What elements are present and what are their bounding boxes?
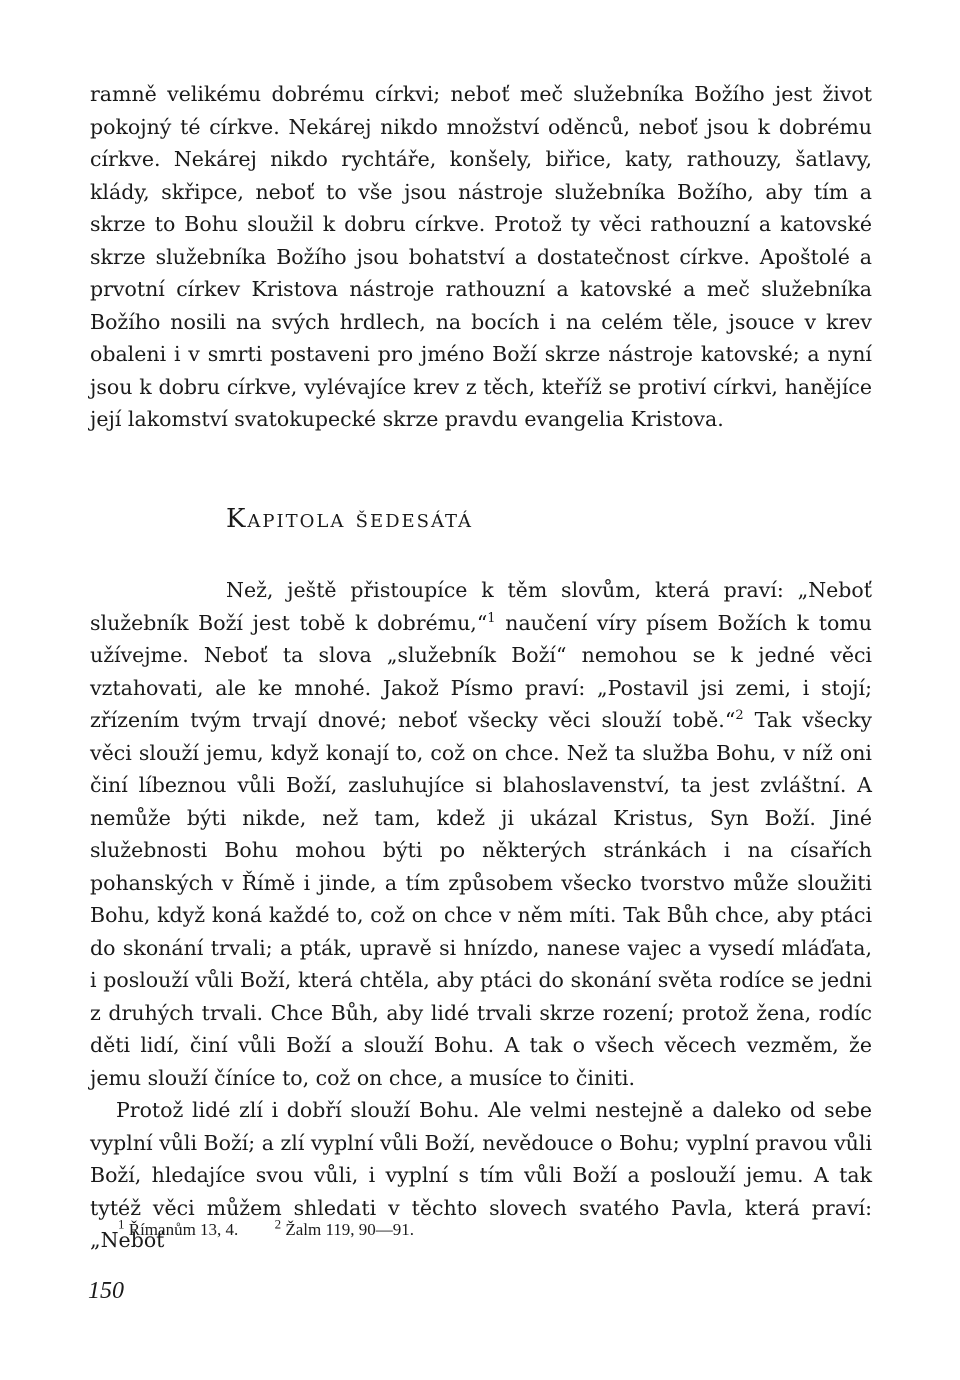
chapter-paragraph-2: Protož lidé zlí i dobří slouží Bohu. Ale velmi nestejně a daleko od sebe vyplní vůli Boží; a zlí vyplní vůli Boží, nevědouce o Bohu; vyplní pravou vůli Boží, hledajíce svou vůli, i vyplní s tím vůli Boží a poslouží jemu. A tak tytéž věci můžem shledati v těchto slovech svatého Pavla, která praví: „Neboť — [90, 1098, 872, 1252]
intro-paragraph: ramně velikému dobrému církvi; neboť meč služebníka Božího jest život pokojný té církve. Nekárej nikdo množství oděnců, neboť jsou k dobrému církve. Nekárej nikdo rychtáře, konšely, biřice, katy, rathouzy, šatlavy, klády, skřipce, neboť to vše jsou nástroje služebníka Božího, aby tím a skrze to Bohu sloužil k dobru církve. Protož ty věci rathouzní a katovské skrze služebníka Božího jsou bohatství a dostatečnost církve. Apoštolé a prvotní církev Kristova nástroje rathouzní a katovské a meč služebníka Božího nosili na svých hrdlech, na bocích i na celém těle, jsouce v krev obaleni i v smrti postaveni pro jméno Boží skrze nástroje katovské; a nyní jsou k dobru církve, vylévajíce krev z těch, kteříž se protiví církvi, hanějíce její lakomství svatokupecké skrze pravdu evangelia Kristova. — [90, 82, 872, 431]
footnotes — [118, 1218, 838, 1242]
page-number: 150 — [88, 1278, 124, 1304]
paragraph-1-part-3: Tak všecky věci slouží jemu, když konají to, což on chce. Než ta služba Bohu, v níž oni činí líbeznou vůli Boží, zasluhujíce si blahoslavenství, ta jest zvláštní. A nemůže býti nikde, než tam, kdež ji ukázal Kristus, Syn Boží. Jiné služebnosti Bohu mohou býti po některých stránkách i na císařích pohanských v Římě i jinde, a tím způsobem všecko tvorstvo může sloužiti Bohu, když koná každé to, což on chce v něm míti. Tak Bůh chce, aby ptáci do skonání trvali; a pták, upravě si hnízdo, nanese vajec a vysedí mláďata, i poslouží vůli Boží, která chtěla, aby ptáci do skonání světa rodíce se jedni z druhých trvali. Chce Bůh, aby lidé trvali skrze rození; protož žena, rodíc děti lidí, činí vůli Boží a slouží Bohu. A tak o všech věcech vezměm, že jemu slouží číníce to, což on chce, a musíce to činiti. — [90, 708, 872, 1090]
paragraph-1-part-1: Než, ještě přistoupíce k těm slovům, která praví: „Neboť služebník Boží jest tobě k dobrému,“ — [90, 578, 872, 635]
footnote-text-1: Římanům 13, 4. — [128, 1220, 239, 1239]
footnote-ref-1: 1 — [487, 610, 496, 626]
footnote-1 — [118, 1216, 239, 1239]
chapter-paragraph-1 — [90, 574, 872, 1094]
footnote-2 — [274, 1216, 415, 1239]
footnote-mark-1: 1 — [118, 1216, 125, 1232]
footnote-mark-2: 2 — [274, 1216, 282, 1232]
chapter-body — [90, 574, 872, 1257]
footnote-ref-2: 2 — [735, 708, 744, 724]
paragraph-1-part-2: naučení víry písem Božích k tomu užívejme. Neboť ta slova „služebník Boží“ nemohou se k jedné věci vztahovati, ale ke mnohé. Jakož Písmo praví: „Postavil jsi zemi, i stojí; zřízením tvým trvají dnové; neboť všecky věci slouží tobě.“ — [90, 610, 872, 732]
intro-paragraph-block — [90, 78, 872, 436]
footnote-text-2: Žalm 119, 90—91. — [285, 1220, 415, 1239]
chapter-heading: Kapitola šedesátá — [226, 504, 474, 534]
